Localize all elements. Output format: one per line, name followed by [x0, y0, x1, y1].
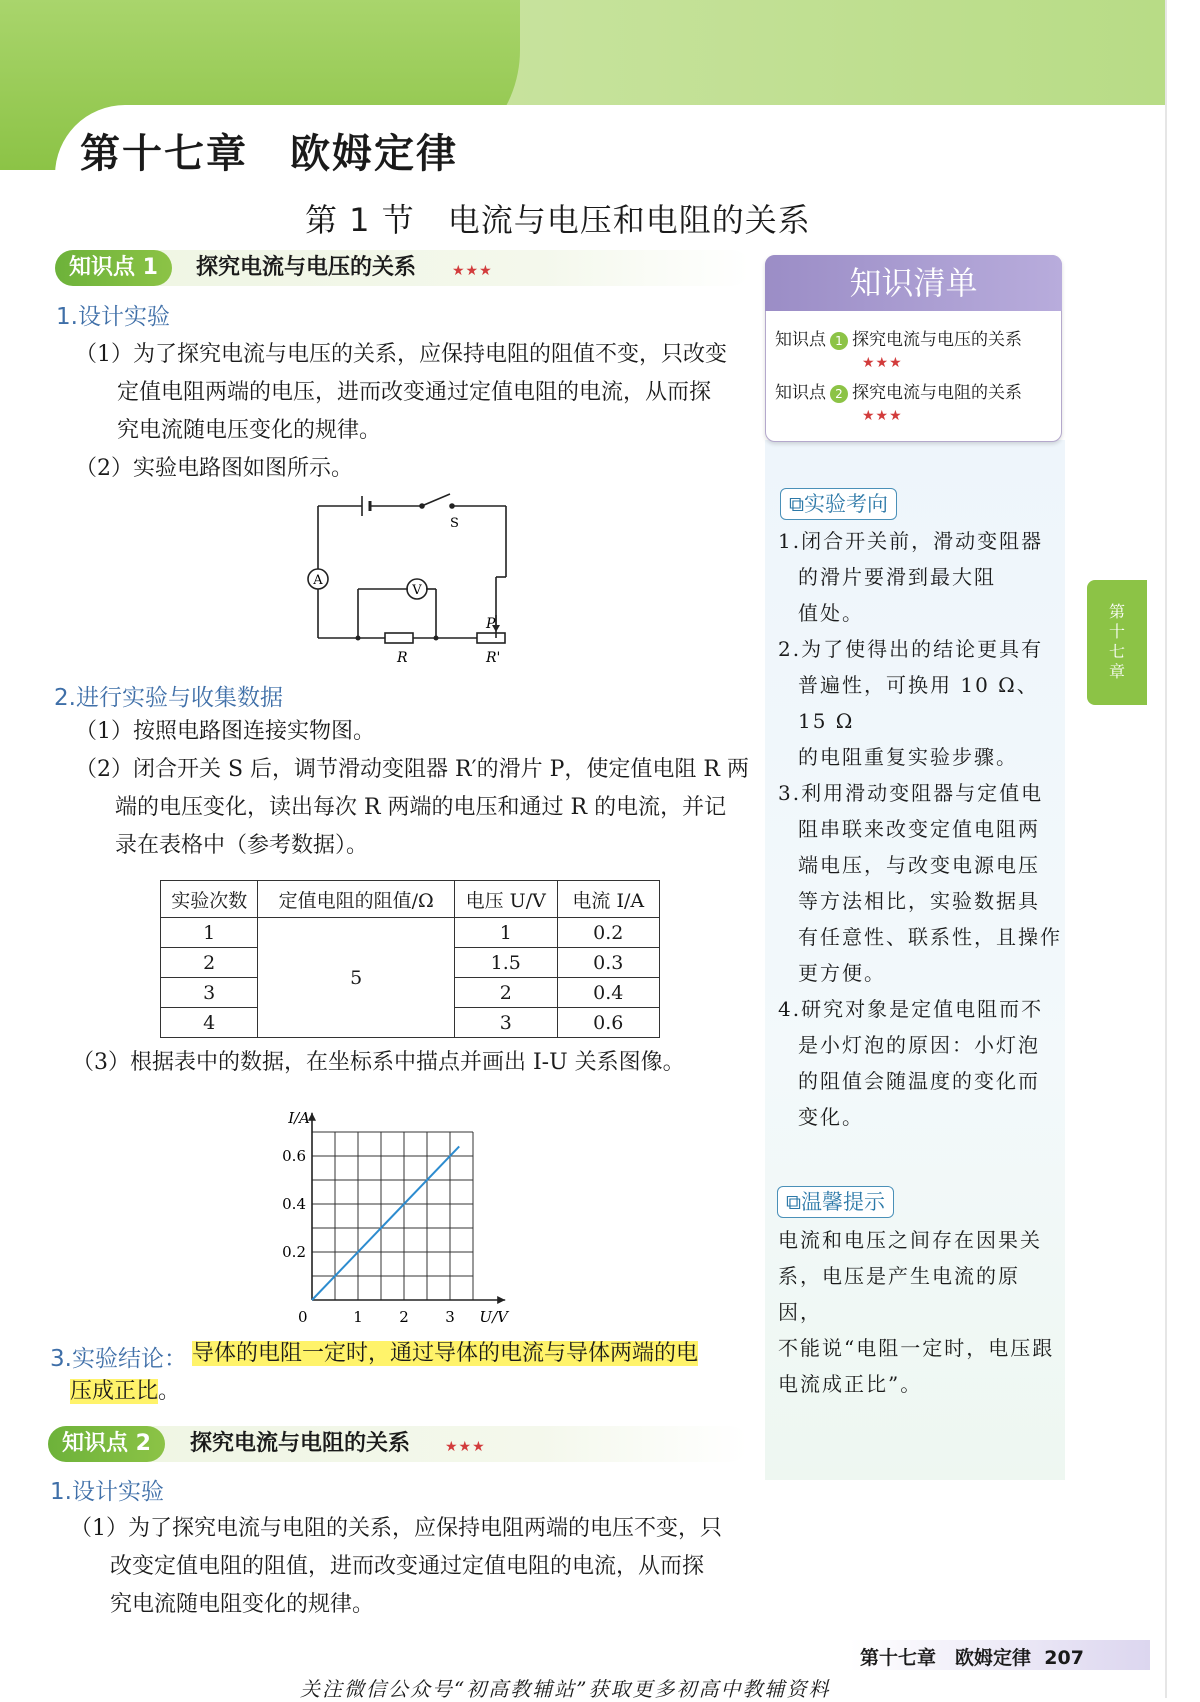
- chart-axes: [308, 1113, 505, 1304]
- exam-direction-line: 阻串联来改变定值电阻两: [798, 817, 1040, 841]
- exam-direction-line: 有任意性、联系性，且操作: [798, 925, 1062, 949]
- iu-chart: [270, 1090, 530, 1330]
- footer-chapter: 第十七章 欧姆定律: [860, 1647, 1032, 1669]
- y-tick-label: 0.4: [282, 1195, 306, 1213]
- kp1-s2-p3: （3）根据表中的数据，在坐标系中描点并画出 I-U 关系图像。: [72, 1050, 685, 1075]
- tip-label: 温馨提示: [801, 1190, 885, 1214]
- slider-label: P: [486, 616, 496, 632]
- exam-direction-line: 1.闭合开关前，滑动变阻器: [778, 529, 1044, 553]
- data-table: [160, 880, 660, 1038]
- table-cell: 0.3: [557, 948, 660, 978]
- chart-labels: [282, 1109, 510, 1326]
- list-item-prefix: 知识点: [775, 330, 826, 350]
- table-cell: 1.5: [454, 948, 557, 978]
- exam-direction-line: 是小灯泡的原因：小灯泡: [798, 1033, 1040, 1057]
- y-axis-label: I/A: [288, 1108, 310, 1127]
- switch-label: S: [450, 516, 459, 531]
- knowledge-list-item-1: [775, 325, 1022, 350]
- kp1-s1-line3: 究电流随电压变化的规律。: [117, 418, 382, 443]
- resistor-label: R: [397, 650, 408, 666]
- list-item-label: 探究电流与电阻的关系: [852, 383, 1022, 403]
- exam-direction-line: 3.利用滑动变阻器与定值电: [778, 781, 1044, 805]
- kp2-title: 探究电流与电阻的关系: [190, 1431, 411, 1456]
- kp1-title: 探究电流与电压的关系: [196, 255, 417, 280]
- chapter-side-tab-label: 第十七章: [1108, 602, 1125, 681]
- kp1-s3-heading: 3.实验结论：: [50, 1346, 187, 1372]
- tip-line: 不能说“电阻一定时，电压跟: [778, 1336, 1055, 1360]
- exam-direction-line: 等方法相比，实验数据具: [798, 889, 1040, 913]
- footer: [860, 1643, 1084, 1670]
- knowledge-list-item-2: [775, 378, 1022, 403]
- kp1-s2-p1: （1）按照电路图连接实物图。: [75, 719, 375, 744]
- table-cell: 2: [161, 948, 258, 978]
- page-edge: [1165, 0, 1200, 1698]
- chapter-side-tab: [1087, 580, 1147, 705]
- table-cell-resistance: 5: [258, 918, 455, 1038]
- kp2-s1-heading: 1.设计实验: [50, 1479, 164, 1505]
- bottom-note: 关注微信公众号“初高教辅站”获取更多初高中教辅资料: [300, 1677, 831, 1701]
- table-header: 电流 I/A: [557, 881, 660, 918]
- circuit-diagram: [300, 490, 530, 670]
- exam-direction-label: 实验考向: [804, 492, 888, 516]
- table-cell: 1: [454, 918, 557, 948]
- tag-icon: ⧉: [786, 1190, 801, 1214]
- exam-direction-line: 的阻值会随温度的变化而: [798, 1069, 1040, 1093]
- list-item-prefix: 知识点: [775, 383, 826, 403]
- chapter-title: 第十七章 欧姆定律: [80, 131, 458, 177]
- kp1-s1-line2: 定值电阻两端的电压，进而改变通过定值电阻的电流，从而探: [117, 380, 712, 405]
- table-header: 电压 U/V: [454, 881, 557, 918]
- rheostat-label: R': [486, 650, 501, 666]
- kp1-s1-p2: （2）实验电路图如图所示。: [75, 456, 353, 481]
- exam-direction-line: 的滑片要滑到最大阻: [798, 565, 996, 589]
- exam-direction-line: 普遍性，可换用 10 Ω、15 Ω: [798, 673, 1039, 733]
- table-cell: 4: [161, 1008, 258, 1038]
- conclusion-highlight-2: 压成正比: [70, 1379, 159, 1404]
- kp2-tag: 知识点 2: [48, 1426, 165, 1462]
- x-tick-label: 3: [445, 1308, 455, 1326]
- table-header: 定值电阻的阻值/Ω: [258, 881, 455, 918]
- table-header-row: [161, 881, 660, 918]
- kp1-s1-heading: 1.设计实验: [56, 304, 170, 330]
- origin-label: 0: [298, 1308, 308, 1326]
- kp2-s1-line3: 究电流随电阻变化的规律。: [110, 1592, 375, 1617]
- exam-direction-line: 4.研究对象是定值电阻而不: [778, 997, 1044, 1021]
- kp2-s1-line1: （1）为了探究电流与电阻的关系，应保持电阻两端的电压不变，只: [70, 1516, 722, 1541]
- y-tick-label: 0.2: [282, 1243, 306, 1261]
- kp1-tag: 知识点 1: [55, 250, 172, 286]
- table-row: [161, 918, 660, 948]
- x-tick-label: 2: [399, 1308, 409, 1326]
- voltmeter-label: V: [412, 583, 422, 598]
- y-tick-label: 0.6: [282, 1147, 306, 1165]
- knowledge-list-title: 知识清单: [765, 255, 1062, 311]
- kp1-s2-p2-line3: 录在表格中（参考数据）。: [115, 833, 369, 858]
- series-line: [312, 1146, 459, 1300]
- kp1-s1-line1: （1）为了探究电流与电压的关系，应保持电阻的阻值不变，只改变: [75, 342, 727, 367]
- kp2-s1-line2: 改变定值电阻的阻值，进而改变通过定值电阻的电流，从而探: [110, 1554, 705, 1579]
- table-cell: 2: [454, 978, 557, 1008]
- exam-direction-text: [778, 523, 1063, 1135]
- number-badge-icon: 1: [830, 332, 848, 350]
- list-item-2-stars: ★★★: [862, 408, 903, 424]
- table-header: 实验次数: [161, 881, 258, 918]
- exam-direction-line: 端电压，与改变电源电压: [798, 853, 1040, 877]
- chart-series: [312, 1146, 459, 1300]
- list-item-label: 探究电流与电压的关系: [852, 330, 1022, 350]
- table-cell: 0.6: [557, 1008, 660, 1038]
- exam-direction-line: 值处。: [798, 601, 864, 625]
- list-item-1-stars: ★★★: [862, 355, 903, 371]
- table-cell: 0.2: [557, 918, 660, 948]
- tip-line: 系，电压是产生电流的原因，: [778, 1264, 1020, 1324]
- x-axis-label: U/V: [479, 1308, 508, 1326]
- exam-direction-line: 更方便。: [798, 961, 886, 985]
- tip-tag: [777, 1186, 894, 1218]
- kp1-s2-p2-line1: （2）闭合开关 S 后，调节滑动变阻器 R′的滑片 P，使定值电阻 R 两: [75, 757, 749, 782]
- kp1-s2-p2-line2: 端的电压变化，读出每次 R 两端的电压和通过 R 的电流，并记: [115, 795, 727, 820]
- tip-text: [778, 1222, 1063, 1402]
- exam-direction-line: 变化。: [798, 1105, 864, 1129]
- table-cell: 3: [161, 978, 258, 1008]
- table-cell: 0.4: [557, 978, 660, 1008]
- number-badge-icon: 2: [830, 385, 848, 403]
- tip-line: 电流成正比”。: [778, 1372, 923, 1396]
- exam-direction-tag: [780, 488, 897, 520]
- kp1-s3-line2: [70, 1373, 180, 1411]
- page-number: 207: [1044, 1647, 1084, 1669]
- conclusion-highlight-1: 导体的电阻一定时，通过导体的电流与导体两端的电: [192, 1341, 699, 1366]
- table-cell: 1: [161, 918, 258, 948]
- exam-direction-line: 的电阻重复实验步骤。: [798, 745, 1018, 769]
- tip-line: 电流和电压之间存在因果关: [778, 1228, 1042, 1252]
- kp1-s3-line1: [192, 1335, 698, 1373]
- ammeter-label: A: [313, 573, 323, 588]
- x-axis-arrow: [497, 1296, 505, 1304]
- conclusion-end: 。: [158, 1379, 181, 1404]
- section-title: 第 1 节 电流与电压和电阻的关系: [305, 201, 811, 239]
- table-cell: 3: [454, 1008, 557, 1038]
- exam-direction-line: 2.为了使得出的结论更具有: [778, 637, 1044, 661]
- kp2-stars: ★★★: [445, 1439, 486, 1455]
- kp1-stars: ★★★: [452, 263, 493, 279]
- x-tick-label: 1: [353, 1308, 363, 1326]
- kp1-s2-heading: 2.进行实验与收集数据: [54, 685, 283, 711]
- tag-icon: ⧉: [789, 492, 804, 516]
